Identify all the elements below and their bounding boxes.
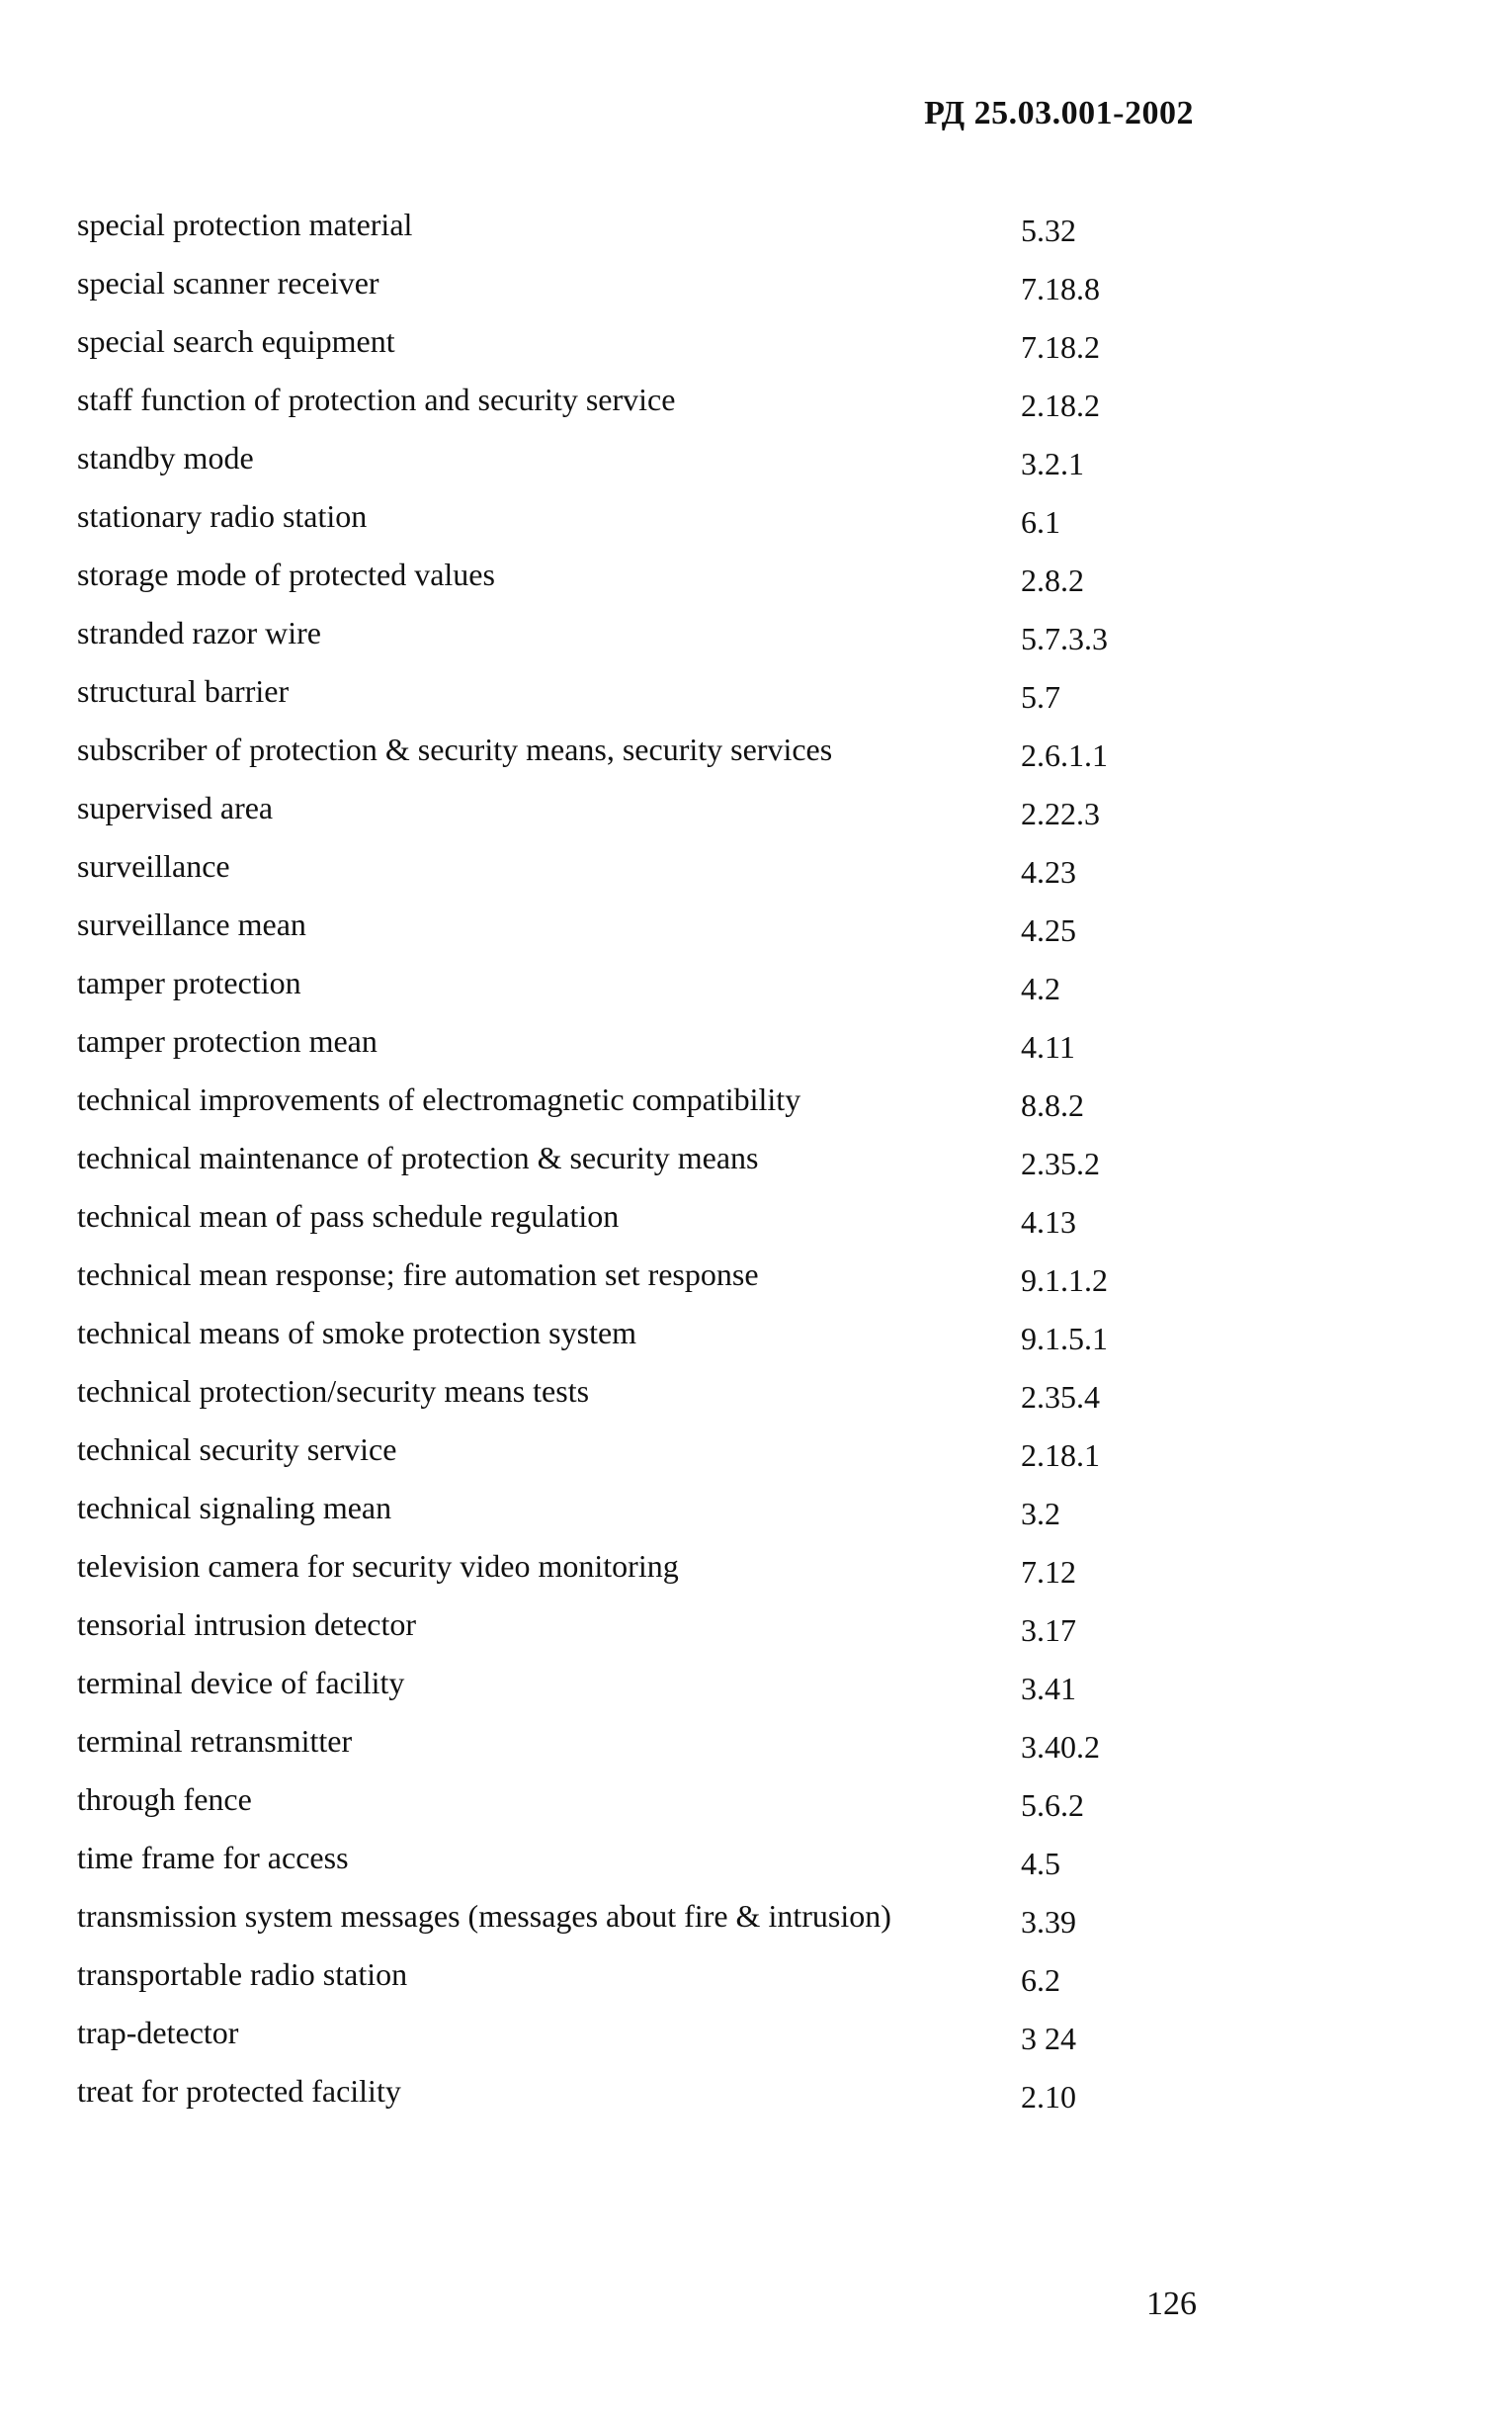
index-term: tensorial intrusion detector <box>77 1606 417 1642</box>
index-ref: 2.35.4 <box>1021 1379 1100 1415</box>
index-ref: 4.5 <box>1021 1846 1060 1881</box>
index-ref: 3.41 <box>1021 1671 1076 1706</box>
index-term: stranded razor wire <box>77 615 321 650</box>
index-ref: 7.12 <box>1021 1554 1076 1590</box>
index-entry <box>77 1896 1164 1954</box>
index-ref: 6.2 <box>1021 1962 1060 1998</box>
index-ref: 2.6.1.1 <box>1021 737 1108 773</box>
index-term: special scanner receiver <box>77 265 379 301</box>
index-term: supervised area <box>77 790 274 825</box>
index-entry <box>77 1721 1164 1779</box>
index-ref: 7.18.8 <box>1021 271 1100 306</box>
index-entry <box>77 730 1164 788</box>
index-entry <box>77 1546 1164 1604</box>
index-term: storage mode of protected values <box>77 557 495 592</box>
index-term: tamper protection mean <box>77 1023 378 1059</box>
index-term: terminal device of facility <box>77 1665 405 1700</box>
index-entry <box>77 263 1164 321</box>
index-ref: 3.40.2 <box>1021 1729 1100 1765</box>
index-term: terminal retransmitter <box>77 1723 353 1759</box>
index-entry <box>77 963 1164 1021</box>
index-term: technical improvements of electromagnetic compatibility <box>77 1081 801 1117</box>
index-entry <box>77 671 1164 730</box>
index-entry <box>77 2013 1164 2071</box>
index-term: transportable radio station <box>77 1956 408 1992</box>
index-ref: 9.1.1.2 <box>1021 1262 1108 1298</box>
index-term: surveillance <box>77 848 230 884</box>
index-entry <box>77 613 1164 671</box>
index-ref: 5.7 <box>1021 679 1060 715</box>
index-entry <box>77 438 1164 496</box>
document-code: РД 25.03.001-2002 <box>924 95 1194 131</box>
index-term: technical maintenance of protection & security means <box>77 1140 759 1175</box>
page-number: 126 <box>1146 2286 1197 2322</box>
index-entry <box>77 1021 1164 1079</box>
index-entry <box>77 1079 1164 1138</box>
index-ref: 9.1.5.1 <box>1021 1321 1108 1356</box>
index-ref: 2.10 <box>1021 2079 1076 2115</box>
index-ref: 3 24 <box>1021 2021 1076 2056</box>
index-entry <box>77 496 1164 555</box>
index-entry <box>77 846 1164 905</box>
index-ref: 7.18.2 <box>1021 329 1100 365</box>
index-ref: 3.2.1 <box>1021 446 1084 481</box>
index-ref: 4.25 <box>1021 912 1076 948</box>
index-entry <box>77 1954 1164 2013</box>
index-term: transmission system messages (messages about fire & intrusion) <box>77 1898 891 1934</box>
index-entry <box>77 1371 1164 1429</box>
index-term: technical mean of pass schedule regulation <box>77 1198 620 1234</box>
index-term: special protection material <box>77 207 413 242</box>
index-term: technical signaling mean <box>77 1490 392 1525</box>
index-ref: 4.13 <box>1021 1204 1076 1240</box>
index-entry <box>77 1838 1164 1896</box>
index-list <box>77 205 1164 2129</box>
index-term: special search equipment <box>77 323 395 359</box>
index-term: standby mode <box>77 440 254 475</box>
index-term: surveillance mean <box>77 907 306 942</box>
index-ref: 4.2 <box>1021 971 1060 1006</box>
index-term: time frame for access <box>77 1840 349 1875</box>
index-term: subscriber of protection & security means, security services <box>77 732 833 767</box>
index-ref: 2.22.3 <box>1021 796 1100 831</box>
index-term: through fence <box>77 1781 252 1817</box>
index-term: technical protection/security means tests <box>77 1373 590 1409</box>
index-ref: 5.7.3.3 <box>1021 621 1108 656</box>
index-ref: 3.2 <box>1021 1496 1060 1531</box>
index-entry <box>77 1138 1164 1196</box>
index-entry <box>77 905 1164 963</box>
index-ref: 3.17 <box>1021 1612 1076 1648</box>
index-entry <box>77 1488 1164 1546</box>
index-ref: 5.32 <box>1021 213 1076 248</box>
index-term: trap-detector <box>77 2015 239 2050</box>
index-entry <box>77 1429 1164 1488</box>
index-term: technical means of smoke protection system <box>77 1315 637 1350</box>
index-entry <box>77 205 1164 263</box>
index-entry <box>77 2071 1164 2129</box>
index-ref: 4.23 <box>1021 854 1076 890</box>
index-entry <box>77 788 1164 846</box>
index-ref: 2.35.2 <box>1021 1146 1100 1181</box>
index-entry <box>77 1196 1164 1254</box>
index-term: technical mean response; fire automation set response <box>77 1256 759 1292</box>
index-ref: 8.8.2 <box>1021 1087 1084 1123</box>
index-term: technical security service <box>77 1431 397 1467</box>
index-entry <box>77 1663 1164 1721</box>
index-ref: 3.39 <box>1021 1904 1076 1940</box>
index-entry <box>77 555 1164 613</box>
index-ref: 5.6.2 <box>1021 1787 1084 1823</box>
index-ref: 2.18.1 <box>1021 1437 1100 1473</box>
index-ref: 6.1 <box>1021 504 1060 540</box>
index-term: television camera for security video monitoring <box>77 1548 679 1584</box>
index-entry <box>77 1779 1164 1838</box>
index-ref: 2.18.2 <box>1021 388 1100 423</box>
index-term: stationary radio station <box>77 498 368 534</box>
index-ref: 2.8.2 <box>1021 562 1084 598</box>
index-entry <box>77 321 1164 380</box>
index-term: tamper protection <box>77 965 301 1000</box>
index-entry <box>77 380 1164 438</box>
index-term: structural barrier <box>77 673 290 709</box>
index-ref: 4.11 <box>1021 1029 1075 1065</box>
index-entry <box>77 1254 1164 1313</box>
index-term: treat for protected facility <box>77 2073 401 2109</box>
index-term: staff function of protection and security service <box>77 382 676 417</box>
index-entry <box>77 1604 1164 1663</box>
index-entry <box>77 1313 1164 1371</box>
